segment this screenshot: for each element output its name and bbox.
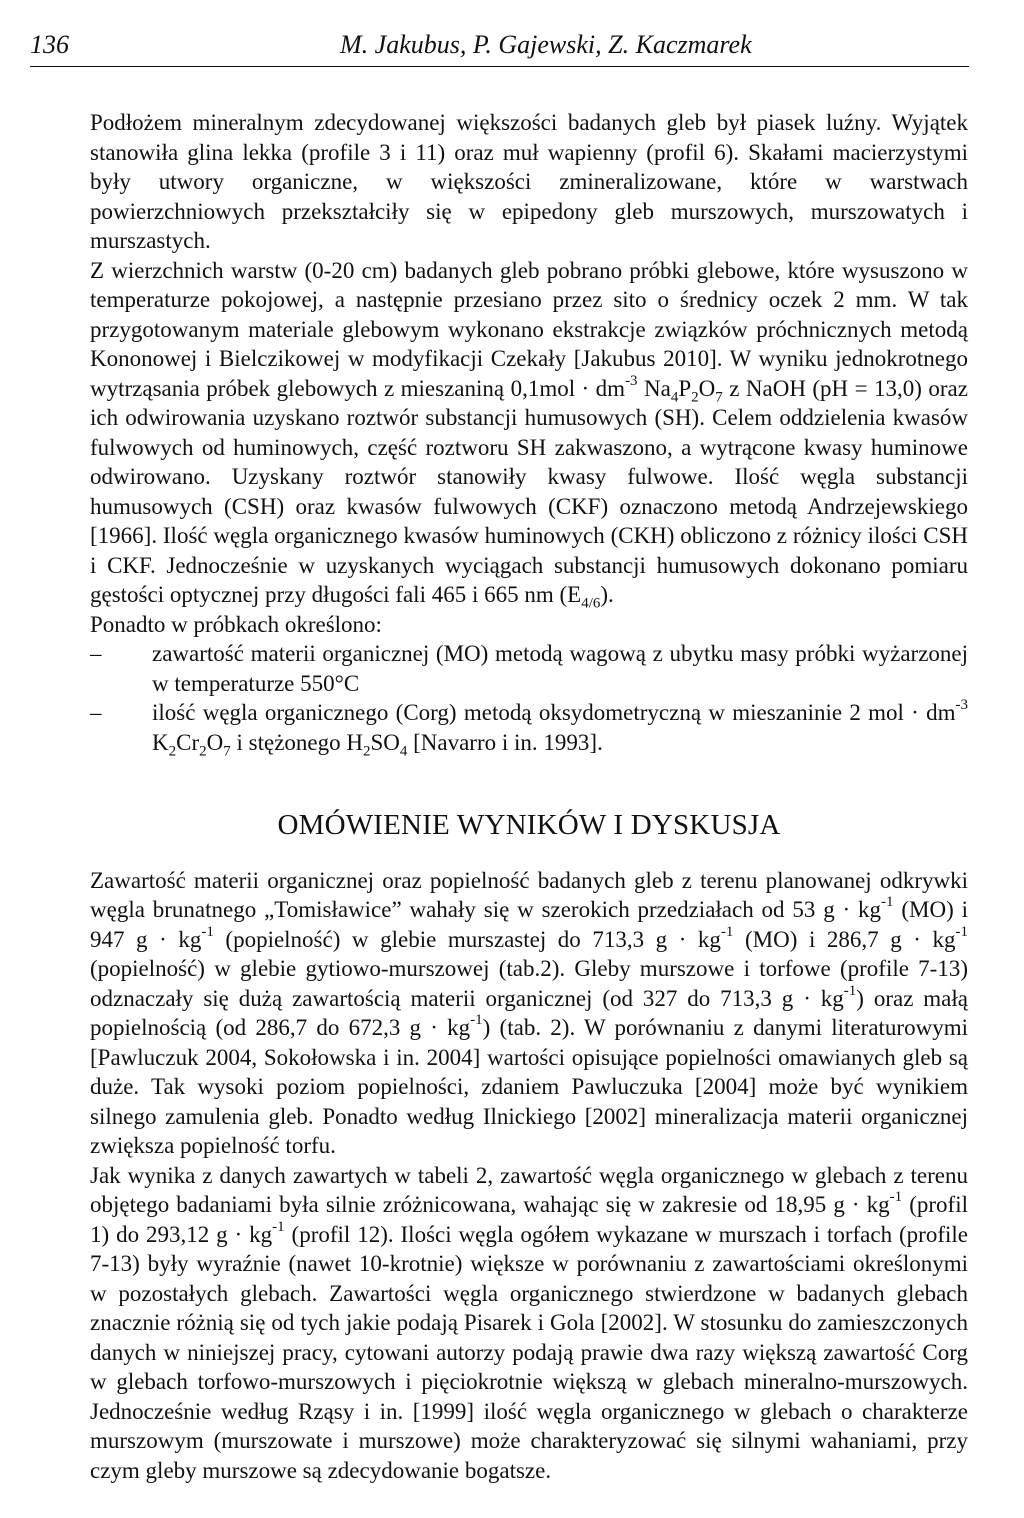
paragraph-text: Podłożem mineralnym zdecydowanej większości badanych gleb był piasek luźny. Wyjątek stanowiła glina lekka (profile 3 i 11) oraz muł wapienny (profil 6). Skałami macierzystymi były utwory organiczne, w większości zmineralizowane, które w warstwach powierzchniowych przekształciły się w epipedony gleb murszowych, murszowatych i murszastych. (90, 110, 968, 253)
paragraph-text: O (698, 375, 716, 401)
paragraph-soil-substrate (90, 108, 968, 256)
subscript: 2 (362, 743, 371, 760)
paragraph-text: Zawartość materii organicznej oraz popielność badanych gleb z terenu planowanej odkrywki węgla brunatnego „Tomisławice” wahały się w szerokich przedziałach od 53 g · kg (90, 867, 968, 922)
paragraph-results-carbon (90, 1161, 968, 1486)
section-title: OMÓWIENIE WYNIKÓW I DYSKUSJA (277, 809, 781, 841)
list-item-text: K (152, 729, 169, 755)
paragraph-text: (popielność) w glebie gytiowo-murszowej (tab.2). Gleby murszowe i torfowe (profile 7-13) odznaczały się dużą zawartością materii organicznej (od 327 do 713,3 g · kg (90, 956, 968, 1011)
running-head: M. Jakubus, P. Gajewski, Z. Kaczmarek (340, 30, 752, 59)
paragraph-results-organic-matter (90, 866, 968, 1161)
superscript: -1 (955, 923, 968, 940)
superscript: -1 (272, 1218, 285, 1235)
superscript: -1 (720, 923, 734, 940)
paragraph-text: (popielność) w glebie murszastej do 713,3 g · kg (213, 926, 721, 952)
subscript: 7 (223, 743, 231, 760)
subscript: 2 (691, 389, 699, 406)
list-item (90, 639, 968, 698)
page-number: 136 (30, 30, 69, 59)
list-dash: – (90, 641, 102, 666)
subscript: 7 (715, 389, 723, 406)
paragraph-list-intro (90, 610, 968, 640)
list-item-text: zawartość materii organicznej (MO) metodą wagową z ubytku masy próbki wyżarzonej w temperaturze 550°C (152, 641, 968, 696)
subscript: 2 (199, 743, 207, 760)
superscript: -3 (955, 697, 968, 714)
superscript: -1 (470, 1012, 483, 1029)
superscript: -1 (881, 894, 894, 911)
superscript: -1 (201, 923, 214, 940)
subscript: 4 (670, 389, 679, 406)
superscript: -1 (843, 982, 857, 999)
paragraph-text: (profil 1) do 293,12 g · kg (90, 1192, 968, 1247)
superscript: -1 (889, 1189, 903, 1206)
list-dash: – (90, 700, 102, 725)
paragraph-text: z NaOH (pH = 13,0) oraz ich odwirowania uzyskano roztwór substancji humusowych (SH). Celem oddzielenia kwasów fulwowych od huminowych, część roztworu SH zakwaszono, a wytrącone kwasy huminowe odwirowano. Uzyskany roztwór stanowiły kwasy fulwowe. Ilość węgla substancji humusowych (CSH) oraz kwasów fulwowych (CKF) oznaczono metodą Andrzejewskiego [1966]. Ilość węgla organicznego kwasów huminowych (CKH) obliczono z różnicy ilości CSH i CKF. Jednocześnie w uzyskanych wyciągach substancji humusowych dokonano pomiaru gęstości optycznej przy długości fali 465 i 665 nm (E (90, 375, 968, 607)
subscript: 4 (399, 743, 408, 760)
list-item-text: [Navarro i in. 1993]. (407, 729, 603, 755)
article-body (90, 108, 968, 1485)
paragraph-text: P (678, 375, 692, 401)
paragraph-text: Ponadto w próbkach określono: (90, 611, 382, 637)
list-item-text: SO (370, 729, 400, 755)
paragraph-text: Jak wynika z danych zawartych w tabeli 2, zawartość węgla organicznego w glebach z terenu objętego badaniami była silnie zróżnicowana, wahając się w zakresie od 18,95 g · kg (90, 1162, 968, 1217)
subscript: 4/6 (581, 595, 601, 612)
paragraph-methods (90, 256, 968, 610)
list-item-text: i stężonego H (230, 729, 363, 755)
paragraph-text: (MO) i 286,7 g · kg (733, 926, 956, 952)
list-item-text: ilość węgla organicznego (Corg) metodą oksydometryczną w mieszaninie 2 mol · dm (152, 700, 956, 725)
subscript: 2 (168, 743, 177, 760)
paragraph-text: ). (600, 582, 614, 607)
superscript: -3 (625, 372, 638, 389)
paragraph-text: (MO) i 947 g · kg (90, 897, 968, 952)
paragraph-text: Na (637, 375, 671, 401)
paragraph-text: ) (tab. 2). W porównaniu z danymi literaturowymi [Pawluczuk 2004, Sokołowska i in. 2004] wartości opisujące popielności omawianych gleb są duże. Tak wysoki poziom popielności, zdaniem Pawluczuka [2004] może być wynikiem silnego zamulenia gleb. Ponadto według Ilnickiego [2002] mineralizacja materii organicznej zwiększa popielność torfu. (90, 1015, 968, 1158)
paragraph-text: Z wierzchnich warstw (0-20 cm) badanych gleb pobrano próbki glebowe, które wysuszono w temperaturze pokojowej, a następnie przesiano przez sito o średnicy oczek 2 mm. W tak przygotowanym materiale glebowym wykonano ekstrakcje związków próchnicznych metodą Kononowej i Bielczikowej w modyfikacji Czekały [Jakubus 2010]. W wyniku jednokrotnego wytrząsania próbek glebowych z mieszaniną 0,1mol · dm (90, 257, 968, 401)
paragraph-text: ) oraz małą popielnością (od 286,7 do 672,3 g · kg (90, 985, 968, 1040)
page-header (30, 30, 969, 67)
list-item-text: O (206, 729, 224, 755)
list-item (90, 697, 968, 760)
paragraph-text: (profil 12). Ilości węgla ogółem wykazane w murszach i torfach (profile 7-13) były wyraźnie (nawet 10-krotnie) większe w porównaniu z zawartościami określonymi w pozostałych glebach. Zawartości węgla organicznego stwierdzone w badanych glebach znacznie różnią się od tych jakie podają Pisarek i Gola [2002]. W stosunku do zamieszczonych danych w niniejszej pracy, cytowani autorzy podają prawie dwa razy większą zawartość Corg w glebach torfowo-murszowych i pięciokrotnie większą w glebach mineralno-murszowych. Jednocześnie według Rząsy i in. [1999] ilość węgla organicznego w glebach o charakterze murszowym (murszowate i murszowe) może charakteryzować się silnymi wahaniami, przy czym gleby murszowe są zdecydowanie bogatsze. (90, 1221, 968, 1483)
list-item-text: Cr (176, 729, 200, 755)
